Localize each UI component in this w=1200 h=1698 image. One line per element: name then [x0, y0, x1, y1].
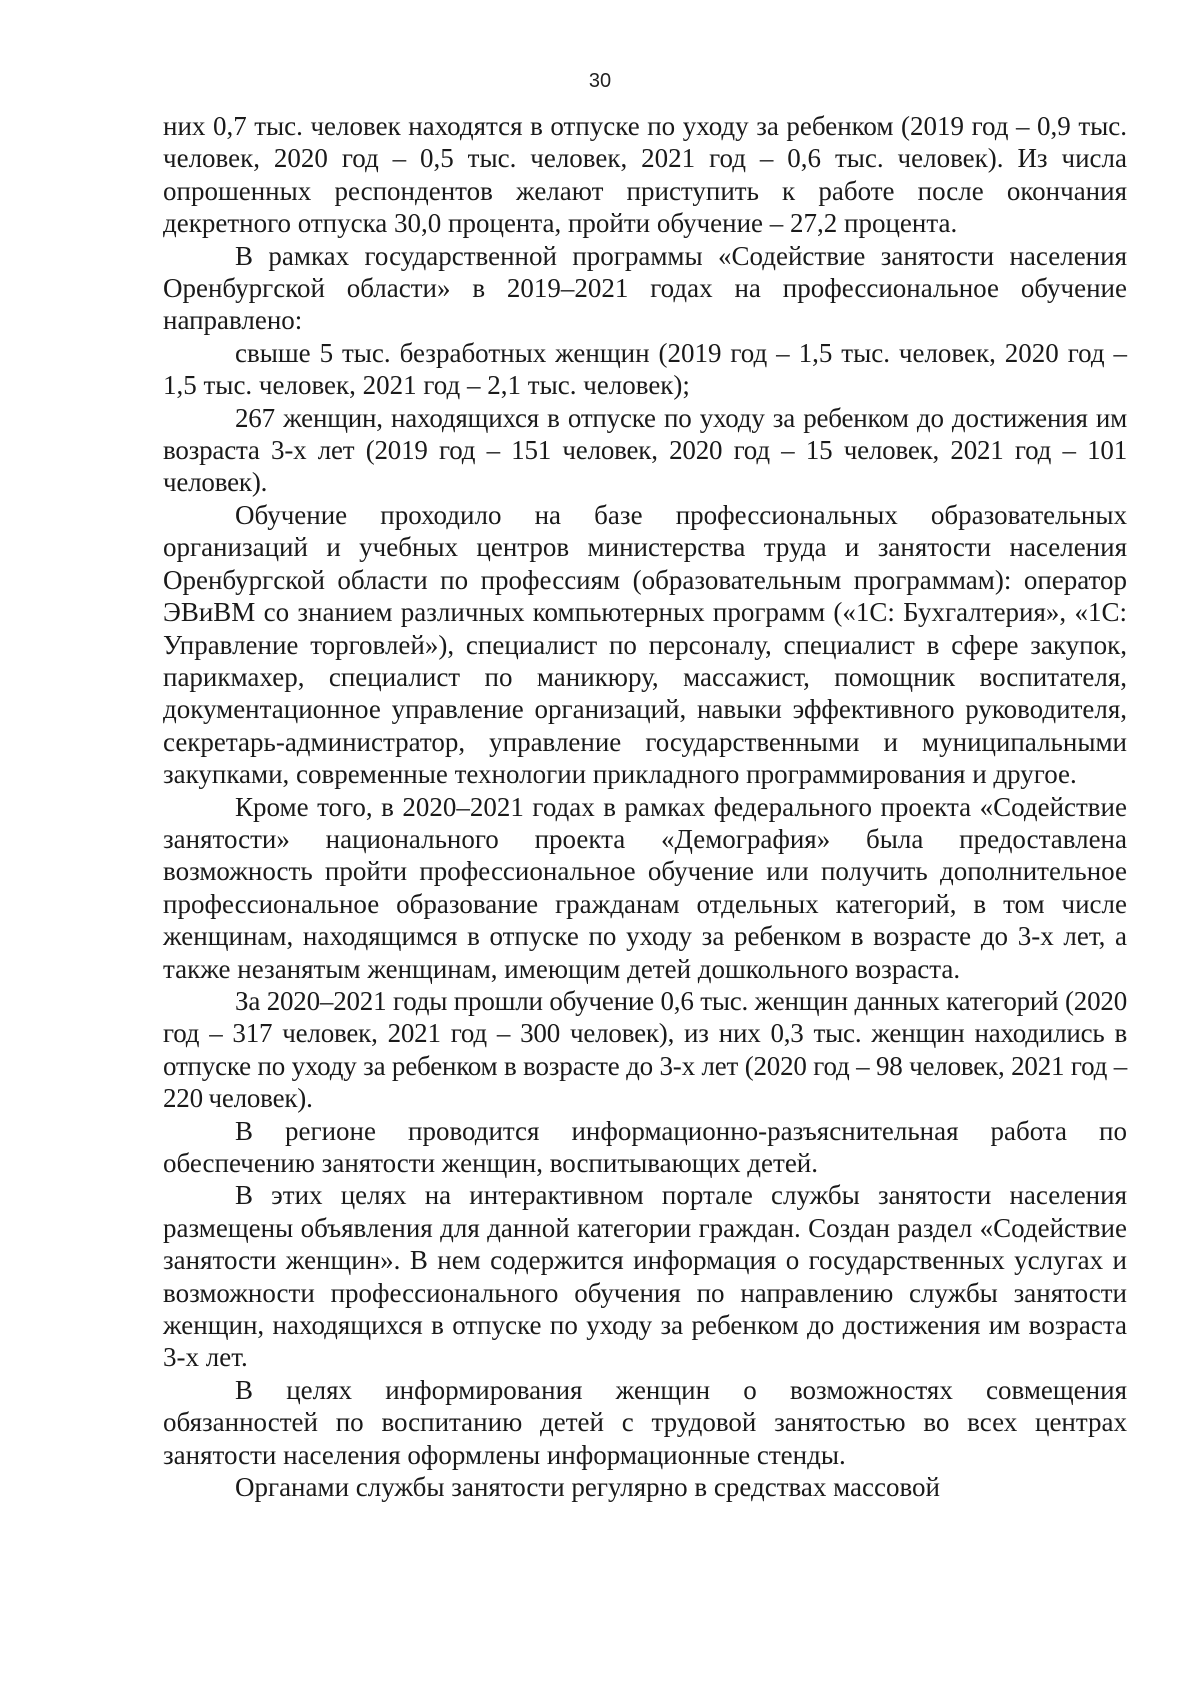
paragraph-2: В рамках государственной программы «Содействие занятости населения Оренбургской области» в 2019–2021 годах на профессиональное обучение направлено: [163, 240, 1127, 336]
body-text [163, 110, 1127, 1503]
paragraph-3: свыше 5 тыс. безработных женщин (2019 год – 1,5 тыс. человек, 2020 год – 1,5 тыс. человек, 2021 год – 2,1 тыс. человек); [163, 337, 1127, 401]
paragraph-8: В регионе проводится информационно-разъяснительная работа по обеспечению занятости женщин, воспитывающих детей. [163, 1115, 1127, 1178]
paragraph-4: 267 женщин, находящихся в отпуске по уходу за ребенком до достижения им возраста 3-х лет (2019 год – 151 человек, 2020 год – 15 человек, 2021 год – 101 человек). [163, 402, 1127, 498]
paragraph-11: Органами службы занятости регулярно в средствах массовой [235, 1472, 941, 1503]
paragraph-7: За 2020–2021 годы прошли обучение 0,6 тыс. женщин данных категорий (2020 год – 317 человек, 2021 год – 300 человек), из них 0,3 тыс. женщин находились в отпуске по уходу за ребенком в возрасте до 3-х лет (2020 год – 98 человек, 2021 год – 220 человек). [163, 985, 1127, 1114]
paragraph-5: Обучение проходило на базе профессиональных образовательных организаций и учебных центров министерства труда и занятости населения Оренбургской области по профессиям (образовательным программам): оператор ЭВиВМ со знанием различных компьютерных программ («1С: Бухгалтерия», «1С: Управление торговлей»), специалист по персоналу, специалист в сфере закупок, парикмахер, специалист по маникюру, массажист, помощник воспитателя, документационное управление организаций, навыки эффективного руководителя, секретарь-администратор, управление государственными и муниципальными закупками, современные технологии прикладного программирования и другое. [163, 499, 1127, 790]
paragraph-9: В этих целях на интерактивном портале службы занятости населения размещены объявления для данной категории граждан. Создан раздел «Содействие занятости женщин». В нем содержится информация о государственных услугах и возможности профессионального обучения по направлению службы занятости женщин, находящихся в отпуске по уходу за ребенком до достижения им возраста 3-х лет. [163, 1180, 1127, 1373]
paragraph-10: В целях информирования женщин о возможностях совмещения обязанностей по воспитанию детей с трудовой занятостью во всех центрах занятости населения оформлены информационные стенды. [163, 1374, 1127, 1470]
paragraph-6: Кроме того, в 2020–2021 годах в рамках федерального проекта «Содействие занятости» национального проекта «Демография» была предоставлена возможность пройти профессиональное обучение или получить дополнительное профессиональное образование гражданам отдельных категорий, в том числе женщинам, находящимся в отпуске по уходу за ребенком в возрасте до 3-х лет, а также незанятым женщинам, имеющим детей дошкольного возраста. [163, 791, 1127, 984]
paragraph-1: них 0,7 тыс. человек находятся в отпуске по уходу за ребенком (2019 год – 0,9 тыс. человек, 2020 год – 0,5 тыс. человек, 2021 год – 0,6 тыс. человек). Из числа опрошенных респондентов желают приступить к работе после окончания декретного отпуска 30,0 процента, пройти обучение – 27,2 процента. [163, 111, 1127, 239]
page-number: 30 [588, 70, 612, 92]
